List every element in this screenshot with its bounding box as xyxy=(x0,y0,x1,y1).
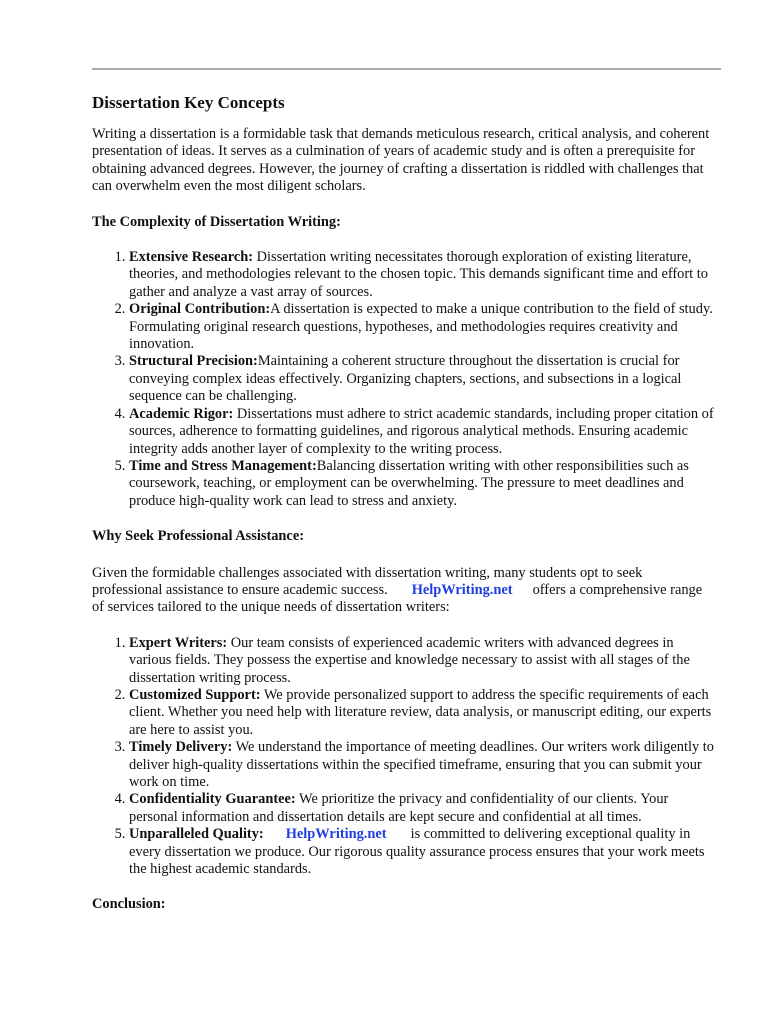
list-item xyxy=(129,249,716,301)
list-item xyxy=(129,739,716,791)
list-item-text: We understand the importance of meeting deadlines. Our writers work diligently to deliver high-quality dissertations within the specified timeframe, ensuring that you can submit your work on time. xyxy=(129,739,714,790)
list-item xyxy=(129,458,716,510)
list-item-term: Academic Rigor: xyxy=(129,405,234,422)
list-item-text: Dissertation writing necessitates thorough exploration of existing literature, theories, and methodologies relevant to the chosen topic. This demands significant time and effort to gather and analyze a vast array of sources. xyxy=(129,249,708,300)
list-item-term: Customized Support: xyxy=(129,686,261,703)
list-item xyxy=(129,635,716,687)
list-item-text: Balancing dissertation writing with other responsibilities such as coursework, teaching, or employment can be overwhelming. The pressure to meet deadlines and produce high-quality work can lead to stress and anxiety. xyxy=(129,457,689,509)
list-item xyxy=(129,353,716,405)
assistance-intro-before: Given the formidable challenges associated with dissertation writing, many students opt to seek professional assistance to ensure academic success. xyxy=(92,564,643,598)
list-item xyxy=(129,791,716,826)
list-item-term: Confidentiality Guarantee: xyxy=(129,791,296,808)
list-item-term: Structural Precision: xyxy=(129,353,258,370)
top-divider xyxy=(92,68,721,70)
helpwriting-link[interactable]: HelpWriting.net xyxy=(285,826,387,843)
list-item-text: is committed to delivering exceptional quality in every dissertation we produce. Our rigorous quality assurance process ensures that your work meets the highest academic standards. xyxy=(129,826,705,878)
list-item-text: Maintaining a coherent structure throughout the dissertation is crucial for conveying complex ideas effectively. Organizing chapters, sections, and subsections in a logical sequence can be challenging. xyxy=(129,353,682,405)
section-heading-assistance: Why Seek Professional Assistance: xyxy=(92,528,305,545)
intro-paragraph: Writing a dissertation is a formidable task that demands meticulous research, critical analysis, and coherent presentation of ideas. It serves as a culmination of years of academic study and is often a prerequisite for obtaining advanced degrees. However, the journey of crafting a dissertation is riddled with challenges that can overwhelm even the most diligent scholars. xyxy=(92,126,710,195)
document-title: Dissertation Key Concepts xyxy=(92,93,285,112)
list-item-term: Timely Delivery: xyxy=(129,739,233,756)
list-item-text: We prioritize the privacy and confidentiality of our clients. Your personal information and dissertation details are kept secure and confidential at all times. xyxy=(129,791,669,825)
list-item xyxy=(129,826,716,878)
list-item-term: Expert Writers: xyxy=(129,634,228,651)
assistance-intro-after: offers a comprehensive range of services tailored to the unique needs of dissertation writers: xyxy=(92,581,703,616)
list-item-text: Our team consists of experienced academic writers with advanced degrees in various fields. They possess the expertise and knowledge necessary to assist with all stages of the dissertation writing process. xyxy=(129,634,690,686)
list-item-term: Time and Stress Management: xyxy=(129,457,317,474)
document-body xyxy=(92,86,716,914)
list-item-text: We provide personalized support to address the specific requirements of each client. Whether you need help with literature review, data analysis, or manuscript editing, our experts are here to assist you. xyxy=(129,686,712,738)
list-item xyxy=(129,301,716,353)
list-item-term: Original Contribution: xyxy=(129,301,271,318)
assistance-list xyxy=(92,635,716,879)
list-item-text: A dissertation is expected to make a unique contribution to the field of study. Formulating original research questions, hypotheses, and methodologies requires creativity and innovation. xyxy=(129,301,713,353)
list-item xyxy=(129,406,716,458)
section-heading-conclusion: Conclusion: xyxy=(92,896,166,913)
list-item xyxy=(129,687,716,739)
list-item-term: Extensive Research: xyxy=(129,249,254,266)
section-heading-complexity: The Complexity of Dissertation Writing: xyxy=(92,213,341,230)
list-item-term: Unparalleled Quality: xyxy=(129,826,264,843)
list-item-text: Dissertations must adhere to strict academic standards, including proper citation of sources, adherence to formatting guidelines, and rigorous analytical methods. Ensuring academic integrity adds another layer of complexity to the writing process. xyxy=(129,405,714,457)
assistance-intro-paragraph xyxy=(92,565,716,617)
complexity-list xyxy=(92,249,716,510)
helpwriting-link[interactable]: HelpWriting.net xyxy=(411,581,513,598)
